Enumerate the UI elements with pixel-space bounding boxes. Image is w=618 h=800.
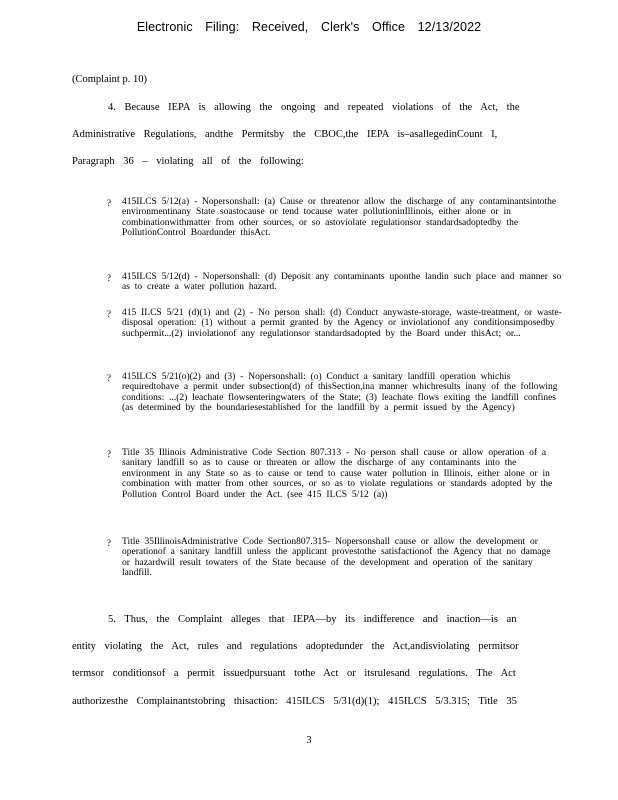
paragraph-5-line-2: entity violating the Act, rules and regulations adoptedunder the Act,andisviolating permitsor	[72, 641, 519, 652]
filing-header: Electronic Filing: Received, Clerk's Office 12/13/2022	[136, 20, 482, 34]
list-item: 415ILCS 5/12(a) - Nopersonshall: (a) Cause or threatenor allow the discharge of any contaminantsintothe environmentinany State soastocause or tend tocause water pollutioninIllinois, either alone or in combinationwithmatter from other sources, or so astoviolate regulationsor standardsadoptedby the PollutionControl Boardunder thisAct.	[122, 197, 557, 239]
bullet-mark: ?	[107, 449, 111, 459]
list-item: 415ILCS 5/21(o)(2) and (3) - Nopersonshall: (o) Conduct a sanitary landfill operation whichis requiredtohave a permit under subsection(d) of thisSection,ina manner whichresults inany of the following conditions: ...(2) leachate flowsenteringwaters of the State; (3) leachate flows exiting the landfill confines (as determined by the boundariesestablished for the landfill by a permit issued by the Agency)	[122, 372, 558, 414]
page-number: 3	[306, 735, 312, 746]
bullet-mark: ?	[107, 198, 111, 208]
complaint-citation: (Complaint p. 10)	[72, 74, 147, 85]
bullet-mark: ?	[107, 538, 111, 548]
paragraph-5-line-3: termsor conditionsof a permit issuedpursuant tothe Act or itsrulesand regulations. The Act	[72, 668, 516, 679]
paragraph-4-line-1: 4. Because IEPA is allowing the ongoing and repeated violations of the Act, the	[108, 102, 520, 113]
list-item: Title 35 Illinois Administrative Code Section 807.313 - No person shall cause or allow operation of a sanitary landfill so as to cause or threaten or allow the discharge of any contaminants into the environment in any State so as to cause or tend to cause water pollution in Illinois, either alone or in combination with matter from other sources, or so as to violate regulations or standards adopted by the Pollution Control Board under the Act. (see 415 ILCS 5/12 (a))	[122, 448, 553, 500]
paragraph-5-line-4: authorizesthe Complainantstobring thisaction: 415ILCS 5/31(d)(1); 415ILCS 5/3.315; Title 35	[72, 696, 517, 707]
bullet-mark: ?	[107, 273, 111, 283]
list-item: Title 35IllinoisAdministrative Code Section807.315- Nopersonshall cause or allow the development or operationof a sanitary landfill unless the applicant provestothe satisfactionof the Agency that no damage or hazardwill result towaters of the State because of the development and operation of the sanitary landfill.	[122, 537, 551, 579]
list-item: 415ILCS 5/12(d) - Nopersonshall: (d) Deposit any contaminants uponthe landin such place and manner so as to create a water pollution hazard.	[122, 272, 562, 293]
bullet-mark: ?	[107, 373, 111, 383]
bullet-mark: ?	[107, 309, 111, 319]
paragraph-5-line-1: 5. Thus, the Complaint alleges that IEPA—by its indifference and inaction—is an	[108, 614, 517, 625]
paragraph-4-line-2: Administrative Regulations, andthe Permitsby the CBOC,the IEPA is–asallegedinCount I,	[72, 129, 498, 140]
paragraph-4-line-3: Paragraph 36 – violating all of the following:	[72, 156, 304, 167]
list-item: 415 ILCS 5/21 (d)(1) and (2) - No person shall: (d) Conduct anywaste-storage, waste-treatment, or waste-disposal operation: (1) without a permit granted by the Agency or inviolationof any conditionsimposedby suchpermit...(2) inviolationof any regulationsor standardsadopted by the Board under thisAct; or...	[122, 308, 562, 339]
